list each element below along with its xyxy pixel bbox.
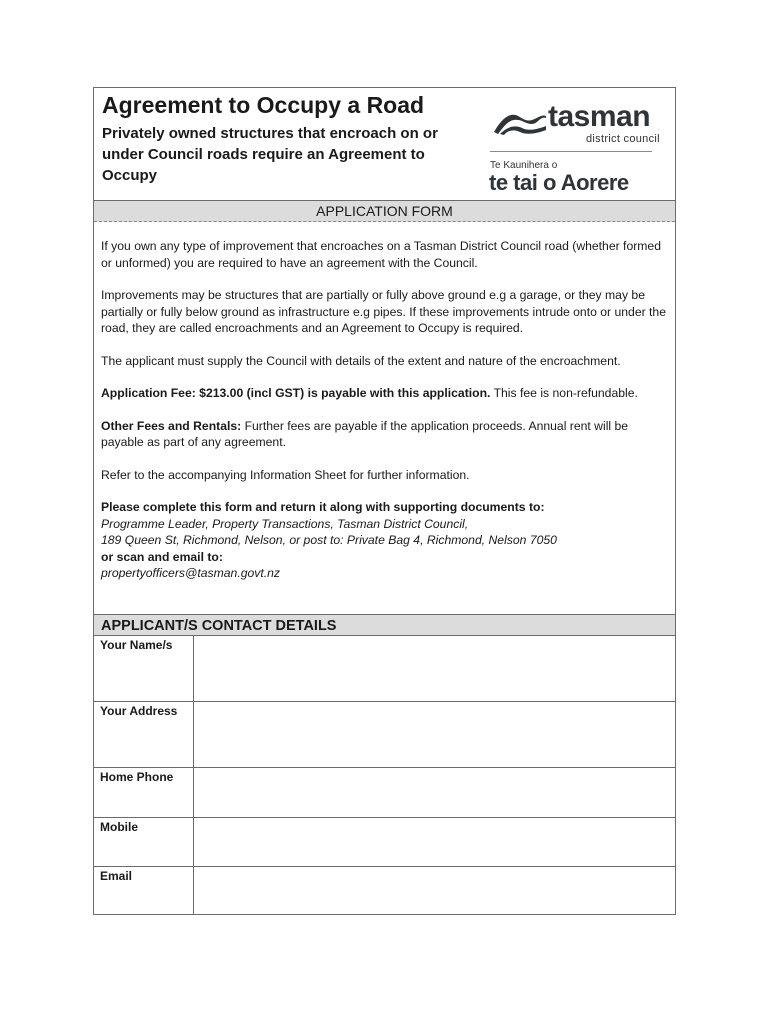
name-field[interactable] — [194, 636, 675, 701]
field-label: Your Address — [94, 702, 194, 767]
field-label: Email — [94, 867, 194, 914]
application-form-heading — [94, 200, 675, 222]
info-paragraph: Refer to the accompanying Information Sheet for further information. — [101, 467, 470, 482]
info-paragraph: The applicant must supply the Council with details of the extent and nature of the encroachment. — [101, 353, 621, 368]
page-title: Agreement to Occupy a Road — [102, 92, 425, 118]
form-row-name — [94, 636, 675, 702]
fee-label: Application Fee: $213.00 (incl GST) is payable with this application. — [101, 386, 491, 400]
logo-brand: tasman — [548, 100, 651, 133]
mountain-logo-icon — [492, 108, 548, 136]
logo-brand-sub: district council — [586, 133, 660, 145]
form-row-email — [94, 867, 675, 914]
form-row-address — [94, 702, 675, 768]
form-row-home-phone — [94, 768, 675, 818]
return-address-line: Programme Leader, Property Transactions, Tasman District Council, — [101, 516, 469, 531]
page-subtitle: Privately owned structures that encroach on or under Council roads require an Agreement to Occupy — [102, 125, 438, 184]
application-form-heading-text: APPLICATION FORM — [316, 203, 453, 219]
council-logo — [489, 96, 660, 195]
form-header — [94, 88, 675, 200]
field-label: Home Phone — [94, 768, 194, 817]
contact-details-heading-text: APPLICANT/S CONTACT DETAILS — [101, 618, 337, 634]
other-fees-paragraph — [101, 418, 671, 451]
contact-details-heading — [94, 614, 675, 636]
return-heading: Please complete this form and return it along with supporting documents to: — [101, 500, 545, 514]
mobile-field[interactable] — [194, 818, 675, 866]
field-label: Mobile — [94, 818, 194, 866]
fee-paragraph — [101, 385, 671, 402]
logo-maori-small: Te Kaunihera o — [490, 160, 558, 171]
application-info — [101, 238, 671, 598]
logo-maori-big: te tai o Aorere — [489, 170, 629, 195]
address-field[interactable] — [194, 702, 675, 767]
email-field[interactable] — [194, 867, 675, 914]
info-paragraph: If you own any type of improvement that encroaches on a Tasman District Council road (whether formed or unformed) you are required to have an agreement with the Council. — [101, 239, 661, 270]
info-paragraph: Improvements may be structures that are partially or fully above ground e.g a garage, or they may be partially or fully below ground as infrastructure e.g pipes. If these improvements intrude onto or under the road, they are called encroachments and an Agreement to Occupy is required. — [101, 288, 666, 335]
agreement-form — [93, 87, 676, 915]
return-block — [101, 499, 671, 582]
logo-divider — [490, 151, 652, 152]
fee-note: This fee is non-refundable. — [490, 386, 638, 400]
other-fees-text: Further fees are payable if the application proceeds. Annual rent will be payable as part of any agreement. — [101, 418, 629, 449]
home-phone-field[interactable] — [194, 768, 675, 817]
field-label: Your Name/s — [94, 636, 194, 701]
form-row-mobile — [94, 818, 675, 867]
return-address-line: 189 Queen St, Richmond, Nelson, or post to: Private Bag 4, Richmond, Nelson 7050 — [101, 533, 557, 547]
contact-email-link[interactable]: propertyofficers@tasman.govt.nz — [101, 566, 281, 580]
scan-email-label: or scan and email to: — [101, 549, 223, 564]
other-fees-label: Other Fees and Rentals: — [101, 418, 242, 433]
